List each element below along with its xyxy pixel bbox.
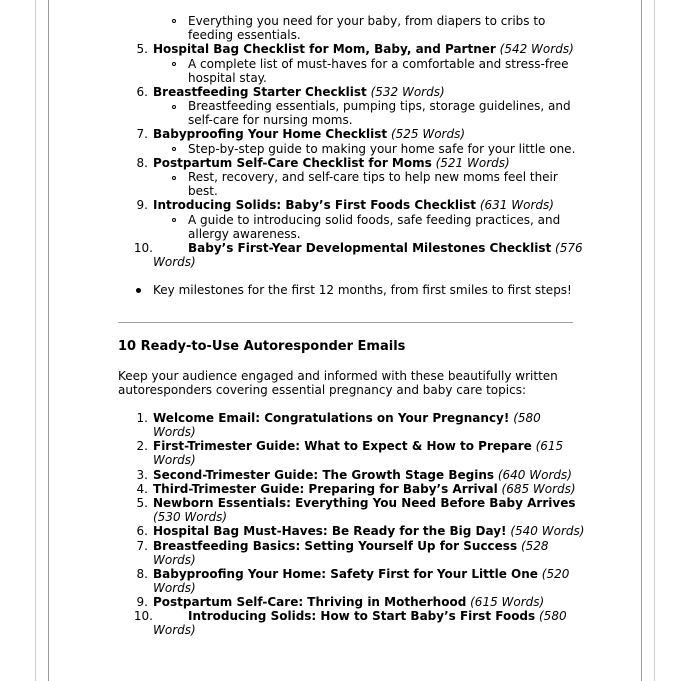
circle-bullet-icon [172, 19, 176, 23]
word-count: (615 Words) [470, 595, 545, 609]
intro-paragraph: Keep your audience engaged and informed with these beautifully written [118, 369, 558, 383]
list-item-title: Newborn Essentials: Everything You Need Before Baby Arrives [153, 496, 576, 510]
list-number: 3. [136, 468, 148, 482]
milestone-bullet-text: Key milestones for the first 12 months, from first smiles to first steps! [153, 283, 572, 297]
list-item [153, 439, 563, 453]
list-number: 7. [136, 127, 148, 141]
outer-border-right [654, 0, 655, 681]
list-item-title: Third-Trimester Guide: Preparing for Baby’s Arrival [153, 482, 498, 496]
list-number: 1. [136, 411, 148, 425]
word-count: (530 Words) [153, 510, 228, 524]
list-item-title: Babyproofing Your Home Checklist [153, 127, 388, 141]
word-count: Words) [153, 425, 196, 439]
list-item-title: Welcome Email: Congratulations on Your Pregnancy! [153, 411, 510, 425]
list-item-title: Breastfeeding Starter Checklist [153, 85, 367, 99]
list-number: 9. [136, 198, 148, 212]
list-item [153, 539, 549, 553]
list-item [153, 567, 569, 581]
word-count-wrap [153, 581, 196, 595]
list-item [188, 609, 567, 623]
word-count: Words) [153, 453, 196, 467]
word-count: (525 Words) [390, 127, 466, 141]
list-item-desc: Everything you need for your baby, from diapers to cribs to [188, 14, 546, 28]
list-item-title: Breastfeeding Basics: Setting Yourself Up for Success [153, 539, 518, 553]
word-count: (640 Words) [497, 468, 572, 482]
list-item-title: Hospital Bag Must-Haves: Be Ready for the Big Day! [153, 524, 507, 538]
circle-bullet-icon [172, 105, 176, 109]
list-item [153, 42, 574, 56]
list-number: 7. [136, 539, 148, 553]
list-item [153, 127, 465, 141]
list-number: 10. [133, 241, 153, 255]
divider [118, 322, 573, 323]
list-item-title: Postpartum Self-Care: Thriving in Motherhood [153, 595, 467, 609]
word-count: (580 [539, 609, 567, 623]
word-count: (520 [541, 567, 570, 581]
list-number: 10. [133, 609, 153, 623]
word-count: (685 Words) [501, 482, 576, 496]
list-number: 2. [136, 439, 148, 453]
list-number: 8. [136, 156, 148, 170]
list-item [153, 198, 554, 212]
list-item-desc: Rest, recovery, and self-care tips to help new moms feel their [188, 170, 558, 184]
list-item [153, 85, 445, 99]
list-number: 6. [136, 524, 148, 538]
list-number: 8. [136, 567, 148, 581]
list-item [153, 411, 541, 425]
list-item-desc: A guide to introducing solid foods, safe feeding practices, and [188, 213, 561, 227]
list-number: 4. [136, 482, 148, 496]
word-count: Words) [153, 581, 196, 595]
list-item [153, 595, 544, 609]
word-count: (576 [555, 241, 583, 255]
word-count-wrap [153, 623, 196, 637]
list-item-title: First-Trimester Guide: What to Expect & How to Prepare [153, 439, 532, 453]
word-count-wrap [153, 510, 227, 524]
list-number: 6. [136, 85, 148, 99]
list-item-desc: hospital stay. [188, 71, 267, 85]
intro-paragraph: autoresponders covering essential pregnancy and baby care topics: [118, 383, 526, 397]
list-item [153, 156, 510, 170]
list-item-desc: best. [188, 184, 218, 198]
list-item-desc: feeding essentials. [188, 28, 301, 42]
list-item [153, 468, 572, 482]
list-item-title: Introducing Solids: How to Start Baby’s First Foods [188, 609, 536, 623]
word-count: (631 Words) [479, 198, 554, 212]
section-heading: 10 Ready-to-Use Autoresponder Emails [118, 339, 406, 354]
word-count: (528 [520, 539, 549, 553]
list-item [153, 482, 576, 496]
list-item-desc: allergy awareness. [188, 227, 301, 241]
circle-bullet-icon [172, 176, 176, 180]
circle-bullet-icon [172, 218, 176, 222]
list-item-desc: Breastfeeding essentials, pumping tips, storage guidelines, and [188, 99, 571, 113]
list-item [153, 496, 575, 510]
list-item-title: Introducing Solids: Baby’s First Foods Checklist [153, 198, 477, 212]
word-count: (521 Words) [435, 156, 510, 170]
list-item-title: Hospital Bag Checklist for Mom, Baby, and Partner [153, 42, 496, 56]
word-count: (542 Words) [499, 42, 574, 56]
word-count-wrap [153, 553, 196, 567]
list-item-title: Postpartum Self-Care Checklist for Moms [153, 156, 432, 170]
word-count: Words) [153, 255, 196, 269]
word-count: Words) [153, 623, 196, 637]
list-item-title: Babyproofing Your Home: Safety First for Your Little One [153, 567, 538, 581]
list-item-desc: Step-by-step guide to making your home safe for your little one. [188, 142, 576, 156]
word-count: (540 Words) [510, 524, 585, 538]
list-item [188, 241, 583, 255]
word-count-wrap [153, 425, 196, 439]
outer-border-left [35, 0, 36, 681]
word-count: (580 [513, 411, 541, 425]
word-count: Words) [153, 553, 196, 567]
word-count-wrap [153, 453, 196, 467]
list-number: 5. [136, 42, 148, 56]
list-item-title: Baby’s First-Year Developmental Milestones Checklist [188, 241, 552, 255]
list-item-desc: A complete list of must-haves for a comfortable and stress-free [188, 57, 569, 71]
list-number: 9. [136, 595, 148, 609]
word-count-wrap [153, 255, 196, 269]
circle-bullet-icon [172, 147, 176, 151]
bullet-icon [136, 288, 141, 293]
list-item [153, 524, 584, 538]
list-number: 5. [136, 496, 148, 510]
list-item-title: Second-Trimester Guide: The Growth Stage Begins [153, 468, 495, 482]
list-item-desc: self-care for nursing moms. [188, 113, 353, 127]
circle-bullet-icon [172, 62, 176, 66]
word-count: (532 Words) [370, 85, 445, 99]
word-count: (615 [535, 439, 564, 453]
